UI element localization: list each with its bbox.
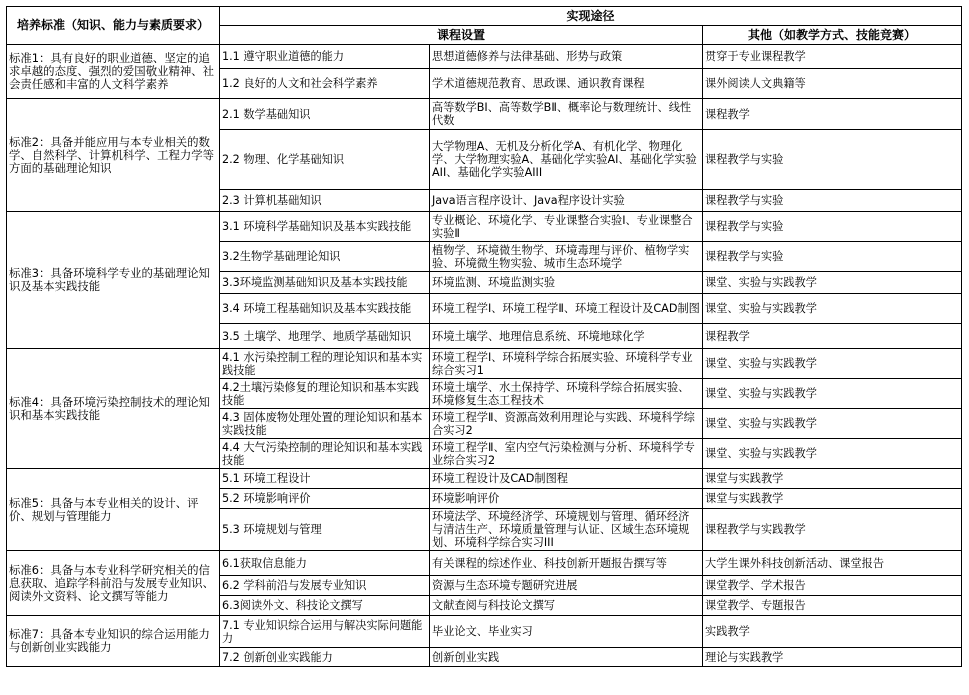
course-cell: 学术道德规范教育、思政课、通识教育课程 xyxy=(430,69,703,99)
item-cell: 5.2 环境影响评价 xyxy=(220,489,430,509)
course-cell: 环境法学、环境经济学、环境规划与管理、循环经济与清洁生产、环境质量管理与认证、区域生态环境规划、环境科学综合实习III xyxy=(430,509,703,551)
item-cell: 2.2 物理、化学基础知识 xyxy=(220,130,430,190)
header-row-1 xyxy=(7,7,962,26)
course-cell: 环境工程学Ⅱ、室内空气污染检测与分析、环境科学专业综合实习2 xyxy=(430,439,703,469)
course-cell: 大学物理A、无机及分析化学A、有机化学、物理化学、大学物理实验A、基础化学实验AI、基础化学实验AII、基础化学实验AIII xyxy=(430,130,703,190)
other-cell: 课堂、实验与实践教学 xyxy=(703,272,962,294)
item-cell: 4.3 固体废物处理处置的理论知识和基本实践技能 xyxy=(220,409,430,439)
course-cell: 思想道德修养与法律基础、形势与政策 xyxy=(430,45,703,69)
course-cell: 环境工程学Ⅱ、资源高效利用理论与实践、环境科学综合实习2 xyxy=(430,409,703,439)
course-cell: 环境工程设计及CAD制图程 xyxy=(430,469,703,489)
item-cell: 2.3 计算机基础知识 xyxy=(220,190,430,212)
standard-header: 培养标准（知识、能力与素质要求） xyxy=(7,7,220,45)
table-row xyxy=(7,45,962,69)
course-cell: 环境影响评价 xyxy=(430,489,703,509)
other-cell: 课程教学与实验 xyxy=(703,130,962,190)
other-cell: 课外阅读人文典籍等 xyxy=(703,69,962,99)
standard-cell: 标准5：具备与本专业相关的设计、评价、规划与管理能力 xyxy=(7,469,220,551)
item-cell: 7.1 专业知识综合运用与解决实际问题能力 xyxy=(220,616,430,648)
other-cell: 课堂、实验与实践教学 xyxy=(703,379,962,409)
item-cell: 6.1获取信息能力 xyxy=(220,551,430,576)
item-cell: 3.3环境监测基础知识及基本实践技能 xyxy=(220,272,430,294)
other-cell: 课程教学与实验 xyxy=(703,212,962,242)
other-cell: 大学生课外科技创新活动、课堂报告 xyxy=(703,551,962,576)
other-cell: 课堂与实践教学 xyxy=(703,469,962,489)
item-cell: 2.1 数学基础知识 xyxy=(220,99,430,130)
other-cell: 课程教学与实验 xyxy=(703,190,962,212)
other-cell: 课堂、实验与实践教学 xyxy=(703,439,962,469)
standard-cell: 标准3：具备环境科学专业的基础理论知识及基本实践技能 xyxy=(7,212,220,349)
table-row xyxy=(7,349,962,379)
course-header: 课程设置 xyxy=(220,26,703,45)
item-cell: 4.2土壤污染修复的理论知识和基本实践技能 xyxy=(220,379,430,409)
course-cell: 专业概论、环境化学、专业课整合实验Ⅰ、专业课整合实验Ⅱ xyxy=(430,212,703,242)
standard-cell: 标准1：具有良好的职业道德、坚定的追求卓越的态度、强烈的爱国敬业精神、社会责任感和丰富的人文科学素养 xyxy=(7,45,220,99)
course-cell: 环境土壤学、水土保持学、环境科学综合拓展实验、环境修复生态工程技术 xyxy=(430,379,703,409)
item-cell: 3.2生物学基础理论知识 xyxy=(220,242,430,272)
course-cell: 有关课程的综述作业、科技创新开题报告撰写等 xyxy=(430,551,703,576)
course-cell: 环境土壤学、地理信息系统、环境地球化学 xyxy=(430,324,703,349)
table-row xyxy=(7,212,962,242)
course-cell: 环境工程学Ⅰ、环境工程学Ⅱ、环境工程设计及CAD制图 xyxy=(430,294,703,324)
course-cell: 创新创业实践 xyxy=(430,648,703,667)
other-cell: 课程教学与实验 xyxy=(703,242,962,272)
other-cell: 课堂教学、学术报告 xyxy=(703,576,962,596)
course-cell: 植物学、环境微生物学、环境毒理与评价、植物学实验、环境微生物实验、城市生态环境学 xyxy=(430,242,703,272)
other-cell: 课程教学 xyxy=(703,324,962,349)
item-cell: 5.1 环境工程设计 xyxy=(220,469,430,489)
item-cell: 4.4 大气污染控制的理论知识和基本实践技能 xyxy=(220,439,430,469)
other-cell: 课程教学与实践教学 xyxy=(703,509,962,551)
course-cell: 环境工程学Ⅰ、环境科学综合拓展实验、环境科学专业综合实习1 xyxy=(430,349,703,379)
path-header: 实现途径 xyxy=(220,7,962,26)
table-row xyxy=(7,616,962,648)
other-header: 其他（如教学方式、技能竞赛） xyxy=(703,26,962,45)
item-cell: 6.2 学科前沿与发展专业知识 xyxy=(220,576,430,596)
item-cell: 1.1 遵守职业道德的能力 xyxy=(220,45,430,69)
other-cell: 课程教学 xyxy=(703,99,962,130)
other-cell: 课堂、实验与实践教学 xyxy=(703,294,962,324)
item-cell: 7.2 创新创业实践能力 xyxy=(220,648,430,667)
course-cell: 资源与生态环境专题研究进展 xyxy=(430,576,703,596)
item-cell: 5.3 环境规划与管理 xyxy=(220,509,430,551)
course-cell: 高等数学BⅠ、高等数学BⅡ、概率论与数理统计、线性代数 xyxy=(430,99,703,130)
other-cell: 实践教学 xyxy=(703,616,962,648)
other-cell: 课堂教学、专题报告 xyxy=(703,596,962,616)
item-cell: 3.5 土壤学、地理学、地质学基础知识 xyxy=(220,324,430,349)
curriculum-table xyxy=(6,6,962,667)
item-cell: 3.1 环境科学基础知识及基本实践技能 xyxy=(220,212,430,242)
other-cell: 课堂与实践教学 xyxy=(703,489,962,509)
item-cell: 3.4 环境工程基础知识及基本实践技能 xyxy=(220,294,430,324)
standard-cell: 标准7：具备本专业知识的综合运用能力与创新创业实践能力 xyxy=(7,616,220,667)
standard-cell: 标准6：具备与本专业科学研究相关的信息获取、追踪学科前沿与发展专业知识、阅读外文资料、论文撰写等能力 xyxy=(7,551,220,616)
other-cell: 课堂、实验与实践教学 xyxy=(703,409,962,439)
table-row xyxy=(7,99,962,130)
course-cell: 毕业论文、毕业实习 xyxy=(430,616,703,648)
course-cell: Java语言程序设计、Java程序设计实验 xyxy=(430,190,703,212)
other-cell: 理论与实践教学 xyxy=(703,648,962,667)
table-row xyxy=(7,551,962,576)
course-cell: 环境监测、环境监测实验 xyxy=(430,272,703,294)
item-cell: 1.2 良好的人文和社会科学素养 xyxy=(220,69,430,99)
standard-cell: 标准4：具备环境污染控制技术的理论知识和基本实践技能 xyxy=(7,349,220,469)
other-cell: 课堂、实验与实践教学 xyxy=(703,349,962,379)
other-cell: 贯穿于专业课程教学 xyxy=(703,45,962,69)
item-cell: 6.3阅读外文、科技论文撰写 xyxy=(220,596,430,616)
table-row xyxy=(7,469,962,489)
standard-cell: 标准2：具备并能应用与本专业相关的数学、自然科学、计算机科学、工程力学等方面的基础理论知识 xyxy=(7,99,220,212)
item-cell: 4.1 水污染控制工程的理论知识和基本实践技能 xyxy=(220,349,430,379)
course-cell: 文献查阅与科技论文撰写 xyxy=(430,596,703,616)
